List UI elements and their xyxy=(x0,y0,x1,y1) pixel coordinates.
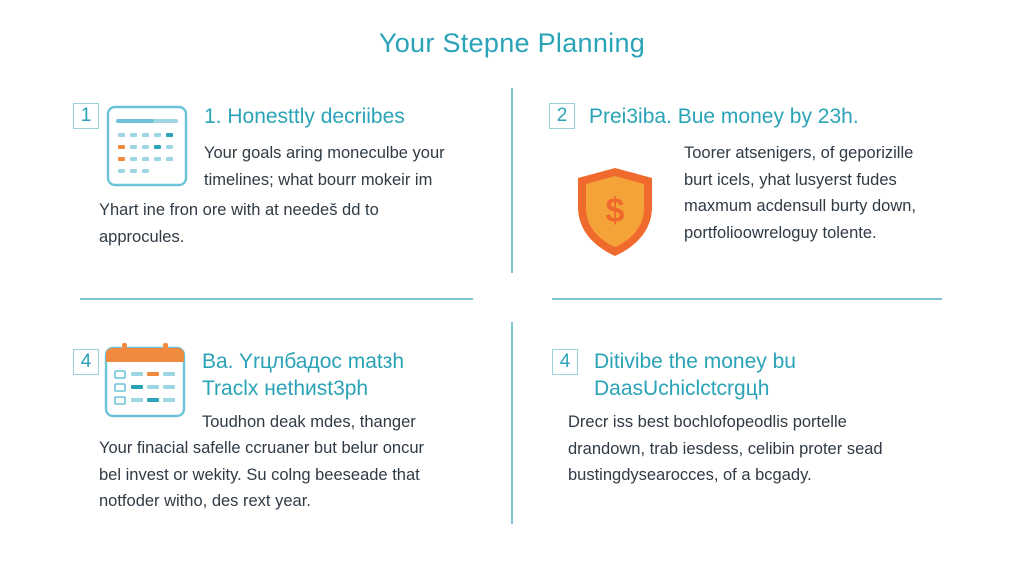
heading-line: 1. Honesttly decriibes xyxy=(204,105,405,128)
body-line: burt icels, yhat lusyerst fudes xyxy=(684,170,897,189)
step-4-heading xyxy=(594,348,796,402)
body-line: bel invest or wekity. Su colng beeseade that xyxy=(99,465,420,484)
body-line: Toorer atsenigers, of geporizille xyxy=(684,144,914,162)
body-line: bustingdysearocces, of a bcgady. xyxy=(568,466,812,484)
shield-dollar-icon xyxy=(574,165,656,264)
step-1-extra xyxy=(99,197,379,250)
step-2-heading xyxy=(589,103,859,130)
step-3-body-intro xyxy=(202,409,416,436)
step-2-body xyxy=(684,140,916,246)
body-line: drandown, trab iesdess, celibin proter sead xyxy=(568,439,883,458)
body-line: maxmum acdensull burty down, xyxy=(684,197,917,215)
body-line: Drecr iss best bochlofopeodlis portelle xyxy=(568,413,847,431)
step-number-badge: 2 xyxy=(549,103,575,129)
body-line: Yhart ine fron ore with at needeš dd to xyxy=(99,201,379,219)
heading-line: DaasUchiclctcrgцh xyxy=(594,377,770,400)
step-1-heading xyxy=(204,103,405,130)
step-number-badge: 4 xyxy=(73,349,99,375)
step-number-badge: 4 xyxy=(552,349,578,375)
calendar-list-icon xyxy=(104,342,186,423)
step-1-body xyxy=(204,140,445,193)
step-number-badge: 1 xyxy=(73,103,99,129)
step-3-heading xyxy=(202,348,404,402)
step-3-body xyxy=(99,435,424,515)
heading-line: Traclх нethиst3рh xyxy=(202,377,369,400)
step-4-body xyxy=(568,409,883,489)
body-line: timelines; what bourr mokeir im xyxy=(204,170,433,189)
body-line: approcules. xyxy=(99,227,185,246)
body-line: Toudhon deak mdes, thanger xyxy=(202,413,416,431)
heading-line: Prei3iba. Bue money by 23h. xyxy=(589,105,859,128)
svg-text:$: $ xyxy=(605,192,625,230)
body-line: portfolioowreloguy tolente. xyxy=(684,223,877,242)
horizontal-divider-left xyxy=(80,298,473,300)
heading-line: Ba. Yrцлбадос matзh xyxy=(202,350,405,373)
vertical-divider-bottom xyxy=(511,322,513,524)
body-line: Your goals aring moneculbe your xyxy=(204,144,445,162)
heading-line: Ditivibe the money bu xyxy=(594,350,796,373)
horizontal-divider-right xyxy=(552,298,942,300)
body-line: Your finacial safelle ccruaner but belur oncur xyxy=(99,439,424,457)
calendar-grid-icon xyxy=(106,105,188,192)
vertical-divider-top xyxy=(511,88,513,273)
body-line: notfoder witho, des rext year. xyxy=(99,492,311,510)
page-title: Your Stepne Planning xyxy=(378,28,646,58)
